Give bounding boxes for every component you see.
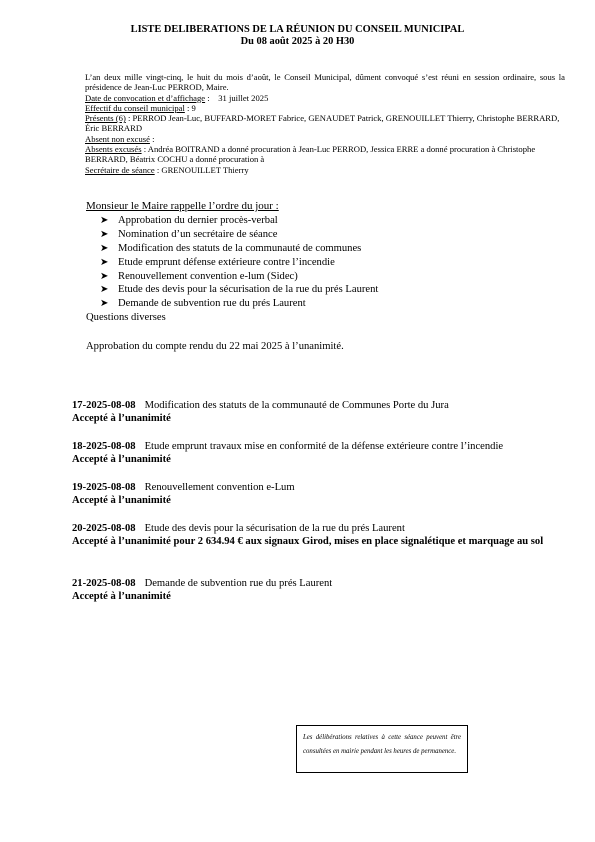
absent-value: : bbox=[149, 133, 155, 144]
document-title: LISTE DELIBERATIONS DE LA RÉUNION DU CONSEIL MUNICIPAL bbox=[130, 24, 465, 35]
deliberation-subject: Modification des statuts de la communauté de Communes Porte du Jura bbox=[144, 400, 449, 411]
secretaire-value: : GRENOUILLET Thierry bbox=[154, 164, 249, 175]
presents-line bbox=[85, 113, 565, 134]
deliberation-entry bbox=[72, 440, 582, 466]
agenda-item-label: Modification des statuts de la communauté de communes bbox=[118, 242, 362, 254]
deliberation-subject: Demande de subvention rue du prés Laurent bbox=[144, 578, 333, 589]
deliberation-subject: Renouvellement convention e-Lum bbox=[144, 482, 295, 493]
arrowhead-bullet-icon: ➤ bbox=[100, 256, 109, 268]
agenda-item bbox=[100, 228, 378, 242]
agenda-item bbox=[100, 214, 378, 228]
agenda-item bbox=[100, 297, 378, 311]
presents-value: : PERROD Jean-Luc, BUFFARD-MORET Fabrice, GENAUDET Patrick, GRENOUILLET Thierry, Christophe BERRARD, Éric BERRARD bbox=[85, 113, 560, 134]
effectif-line bbox=[85, 103, 565, 113]
deliberation-subject: Etude emprunt travaux mise en conformité de la défense extérieure contre l’incendie bbox=[144, 441, 504, 452]
secretaire-line bbox=[85, 165, 565, 175]
approval-statement: Approbation du compte rendu du 22 mai 2025 à l’unanimité. bbox=[86, 341, 344, 352]
arrowhead-bullet-icon: ➤ bbox=[100, 270, 109, 282]
agenda-item-label: Renouvellement convention e-lum (Sidec) bbox=[118, 270, 298, 282]
secretaire-label: Secrétaire de séance bbox=[85, 164, 155, 175]
deliberation-result: Accepté à l’unanimité pour 2 634.94 € aux signaux Girod, mises en place signalétique et marquage au sol bbox=[72, 536, 544, 547]
effectif-label: Effectif du conseil municipal bbox=[85, 102, 185, 113]
agenda-item bbox=[100, 256, 378, 270]
agenda-item-label: Approbation du dernier procès-verbal bbox=[118, 215, 278, 226]
agenda-item-label: Etude des devis pour la sécurisation de la rue du prés Laurent bbox=[118, 284, 379, 296]
agenda-item-label: Etude emprunt défense extérieure contre l’incendie bbox=[118, 256, 335, 268]
deliberation-entry bbox=[72, 522, 582, 548]
deliberation-entry bbox=[72, 481, 582, 507]
effectif-value: : 9 bbox=[184, 102, 196, 113]
excuses-label: Absents excusés bbox=[85, 144, 142, 155]
convocation-label: Date de convocation et d’affichage bbox=[85, 92, 206, 103]
agenda-item bbox=[100, 242, 378, 256]
document-subtitle: Du 08 août 2025 à 20 H30 bbox=[240, 36, 355, 47]
agenda-item bbox=[100, 283, 378, 297]
absent-line bbox=[85, 134, 565, 144]
arrowhead-bullet-icon: ➤ bbox=[100, 284, 109, 296]
deliberation-result: Accepté à l’unanimité bbox=[72, 495, 171, 506]
questions-diverses: Questions diverses bbox=[86, 312, 166, 323]
consultation-note: Les délibérations relatives à cette séance peuvent être consultées en mairie pendant les heures de permanence. bbox=[296, 725, 468, 773]
intro-block bbox=[85, 72, 565, 175]
convocation-line bbox=[85, 93, 565, 103]
convocation-value: : 31 juillet 2025 bbox=[205, 92, 269, 103]
deliberation-result: Accepté à l’unanimité bbox=[72, 454, 171, 465]
agenda-heading: Monsieur le Maire rappelle l’ordre du jour : bbox=[86, 200, 279, 212]
deliberation-number: 21-2025-08-08 bbox=[72, 578, 136, 589]
agenda-list bbox=[100, 214, 378, 311]
arrowhead-bullet-icon: ➤ bbox=[100, 298, 109, 310]
deliberation-result: Accepté à l’unanimité bbox=[72, 591, 171, 602]
arrowhead-bullet-icon: ➤ bbox=[100, 215, 109, 226]
arrowhead-bullet-icon: ➤ bbox=[100, 242, 109, 254]
deliberation-entry bbox=[72, 399, 582, 425]
intro-paragraph: L’an deux mille vingt-cinq, le huit du mois d’août, le Conseil Municipal, dûment convoqué s’est réuni en session ordinaire, sous la présidence de Jean-Luc PERROD, Maire. bbox=[85, 72, 565, 93]
agenda-item-label: Nomination d’un secrétaire de séance bbox=[118, 228, 278, 240]
excuses-value: : Andréa BOITRAND a donné procuration à Jean-Luc PERROD, Jessica ERRE a donné procuration à Christophe BERRARD, Béatrix COCHU a donné procuration à bbox=[85, 144, 536, 165]
deliberation-number: 19-2025-08-08 bbox=[72, 482, 136, 493]
excuses-line bbox=[85, 144, 565, 165]
deliberation-number: 18-2025-08-08 bbox=[72, 441, 136, 452]
arrowhead-bullet-icon: ➤ bbox=[100, 228, 109, 240]
deliberation-number: 17-2025-08-08 bbox=[72, 400, 136, 411]
presents-label: Présents (6) bbox=[85, 113, 126, 124]
deliberation-subject: Etude des devis pour la sécurisation de la rue du prés Laurent bbox=[144, 523, 405, 534]
deliberation-result: Accepté à l’unanimité bbox=[72, 413, 171, 424]
deliberation-number: 20-2025-08-08 bbox=[72, 523, 136, 534]
deliberation-entry bbox=[72, 577, 582, 603]
agenda-item-label: Demande de subvention rue du prés Laurent bbox=[118, 298, 306, 310]
absent-label: Absent non excusé bbox=[85, 133, 150, 144]
agenda-item bbox=[100, 270, 378, 284]
